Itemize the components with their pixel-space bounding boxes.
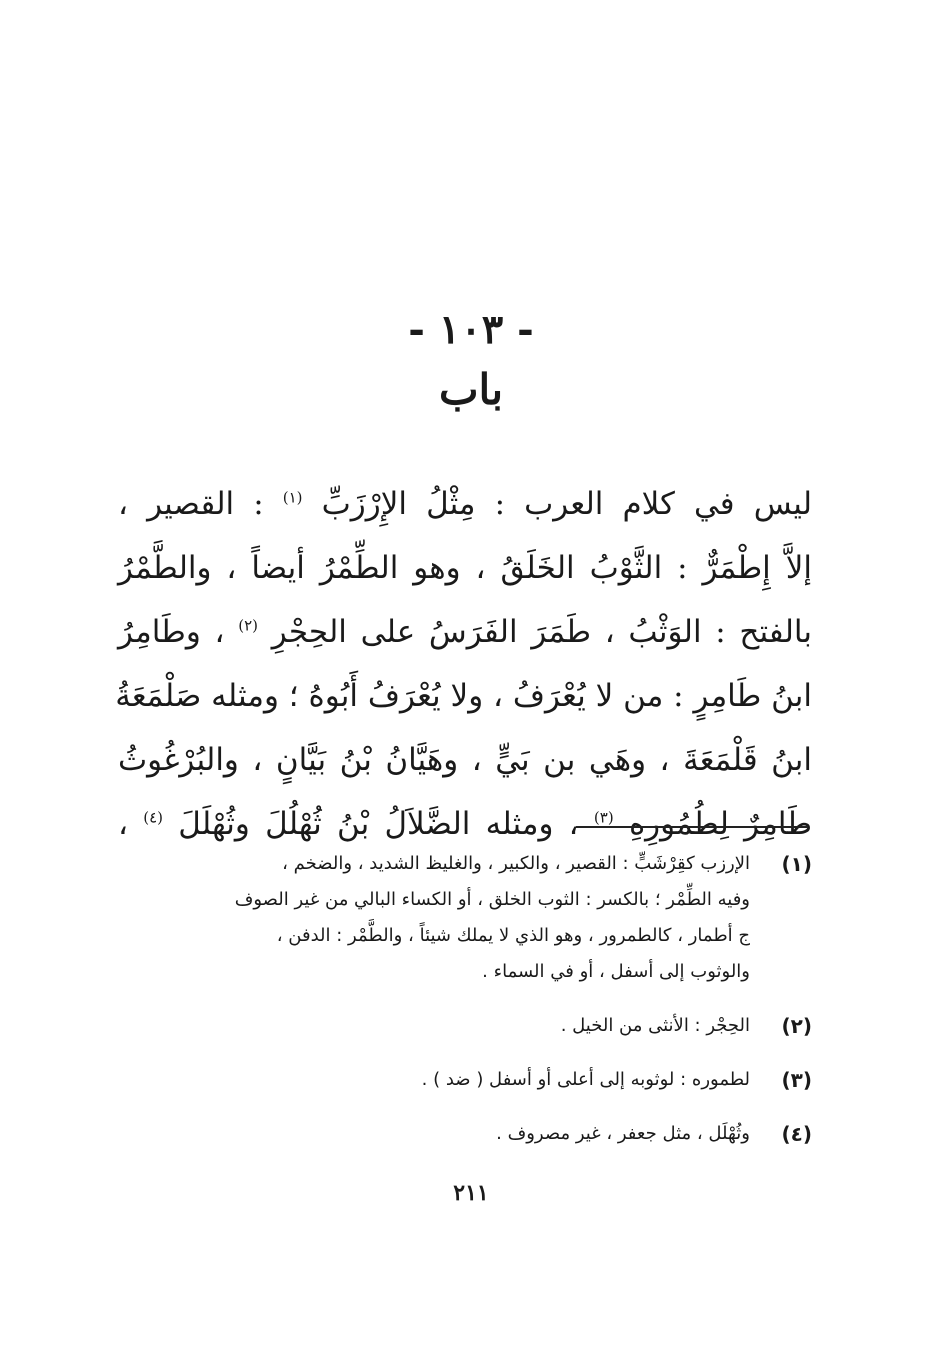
text-segment: ابنُ قَلْمَعَةَ ، وهَي بن بَيٍّ ، وهَيَّانُ بْنُ بَيَّانٍ ، والبُرْغُوثُ (118, 742, 812, 778)
text-segment: : القصير ، (118, 486, 264, 522)
footnote-line: الحِجْر : الأنثى من الخيل . (560, 1015, 750, 1036)
footnote-reference: (١) (282, 488, 303, 507)
text-segment: ، (118, 806, 129, 842)
footnotes (118, 846, 812, 1170)
main-text-line (118, 536, 812, 600)
main-text-line (118, 728, 812, 792)
footnote-reference: (٢) (238, 616, 259, 635)
footnote-reference: (٤) (143, 808, 164, 827)
main-text-line (118, 472, 812, 536)
text-segment: طَامِرٌ لِطُمُورِهِ (628, 806, 813, 842)
main-text (115, 472, 813, 856)
text-segment: ، ومثله الضَّلاَلُ بْنُ ثُهْلُلَ وثُهْلَلَ (178, 806, 579, 842)
footnote-number: (٤) (781, 1122, 812, 1146)
footnote-number: (١) (781, 852, 812, 876)
footnote-number: (٣) (781, 1068, 812, 1092)
footnote (118, 1008, 812, 1044)
footnote-divider (576, 826, 808, 828)
section-number: - ١٠٣ - (408, 306, 534, 353)
footnote (118, 1062, 812, 1098)
footnote-line: الإرزب كقِرْشَبٍّ : القصير ، والكبير ، والغليظ الشديد ، والضخم ، (282, 853, 750, 874)
footnote-line: وثُهْلَل ، مثل جعفر ، غير مصروف . (496, 1123, 750, 1144)
footnote-line: ج أطمار ، كالطمرور ، وهو الذي لا يملك شيئاً ، والطَّمْر : الدفن ، (276, 925, 750, 946)
text-segment: بالفتح : الوَثْبُ ، طَمَرَ الفَرَسُ على الحِجْرِ (271, 614, 812, 650)
page-number: ٢١١ (453, 1180, 489, 1206)
footnote-line: وفيه الطِّمْر ؛ بالكسر : الثوب الخلق ، أو الكساء البالي من غير الصوف (234, 889, 750, 910)
footnote (118, 1116, 812, 1152)
text-segment: إلاَّ إِطْمَرٌّ : الثَّوْبُ الخَلَقُ ، وهو الطِّمْرُ أيضاً ، والطَّمْرُ (118, 550, 812, 586)
text-segment: ، وطَامِرُ (118, 614, 225, 650)
section-title: باب (438, 365, 504, 414)
footnote-line: والوثوب إلى أسفل ، أو في السماء . (482, 961, 750, 982)
footnote (118, 846, 812, 990)
text-segment: ليس في كلام العرب : مِثْلُ الإِرْزَبِّ (321, 486, 813, 522)
text-segment: ابنُ طَامِرٍ : من لا يُعْرَفُ ، ولا يُعْرَفُ أَبُوهُ ؛ ومثله صَلْمَعَةُ (115, 678, 812, 714)
footnote-reference: (٣) (593, 808, 614, 827)
footnote-number: (٢) (781, 1014, 812, 1038)
footnote-line: لطموره : لوثوبه إلى أعلى أو أسفل ( ضد ) . (421, 1069, 750, 1090)
main-text-line (115, 664, 812, 728)
main-text-line (118, 600, 812, 664)
